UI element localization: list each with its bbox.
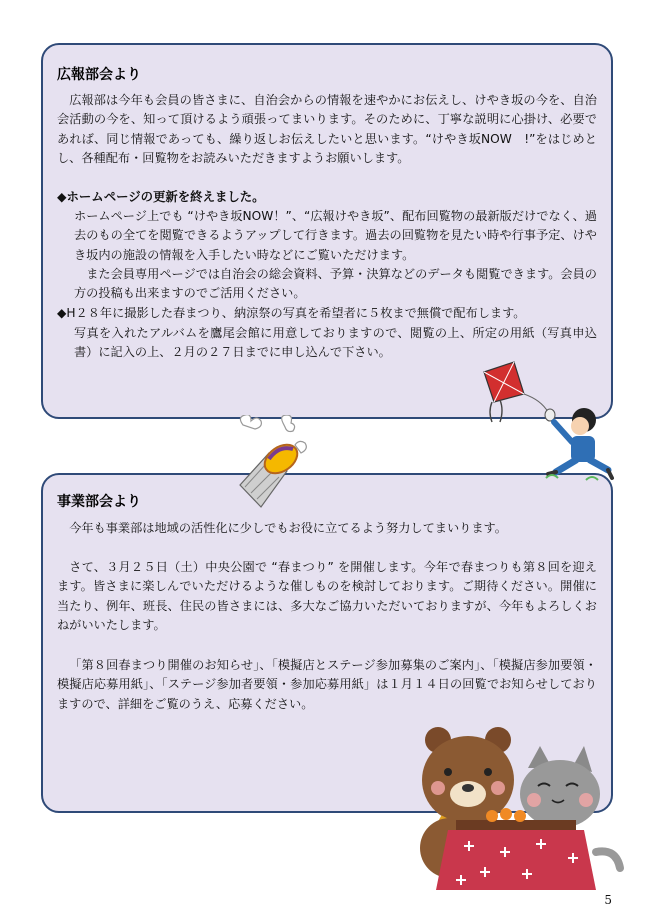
page-number: 5	[604, 893, 612, 907]
events-intro-text: 今年も事業部は地域の活性化に少しでもお役に立てるよう努力してまいります。	[69, 521, 507, 535]
sweet-potato-illustration	[225, 415, 315, 515]
kite-boy-illustration	[476, 360, 616, 490]
homepage-update-heading: ◆ホームページの更新を終えました。	[57, 189, 265, 204]
homepage-update-text: ホームページ上でも “けやき坂NOW！”、“広報けやき坂”、配布回覧物の最新版だけでなく、過去のもの全てを閲覧できるようアップして行きます。過去の回覧物を見たい時や行事予定、けやき坂内の施設の情報を入手したい時などにご覧いただけます。	[74, 209, 597, 262]
publicity-intro-text: 広報部は今年も会員の皆さまに、自治会からの情報を速やかにお伝えし、けやき坂の今を、自治会活動の今を、知って頂けるよう頑張ってまいります。そのために、丁寧な説明に心掛け、必要であれば、同じ情報であっても、繰り返しお伝えしたいと思います。“けやき坂NOW !”をはじめとし、各種配布・回覧物をお読みいただきますようお願いします。	[57, 93, 597, 166]
spring-festival-text: さて、３月２５日（土）中央公園で “春まつり” を開催します。今年で春まつりも第８回を迎えます。皆さまに楽しんでいただけるような催しものを検討しております。ご期待ください。開催に当たり、例年、班長、住民の皆さまには、多大なご協力いただいておりますが、今年もよろしくおねがいいたします。	[57, 560, 597, 633]
member-page-text: また会員専用ページでは自治会の総会資料、予算・決算などのデータも閲覧できます。会員の方の投稿も出来ますのでご活用ください。	[74, 267, 597, 301]
photo-distribution-text: 写真を入れたアルバムを鷹尾会館に用意しておりますので、閲覧の上、所定の用紙（写真申込書）に記入の上、２月の２７日までに申し込んで下さい。	[74, 326, 597, 360]
photo-distribution-heading: ◆H２８年に撮影した春まつり、納涼祭の写真を希望者に５枚まで無償で配布します。	[57, 306, 526, 320]
publicity-section-title: 広報部会より	[57, 67, 141, 83]
events-section-title: 事業部会より	[57, 494, 141, 510]
bear-cat-kotatsu-illustration	[400, 722, 630, 892]
application-info-text: 「第８回春まつり開催のお知らせ」、「模擬店とステージ参加募集のご案内」、「模擬店参加要領・模擬店応募用紙」、「ステージ参加者要領・参加応募用紙」は１月１４日の回覧でお知らせしておりますので、詳細をご覧のうえ、応募ください。	[57, 658, 597, 711]
